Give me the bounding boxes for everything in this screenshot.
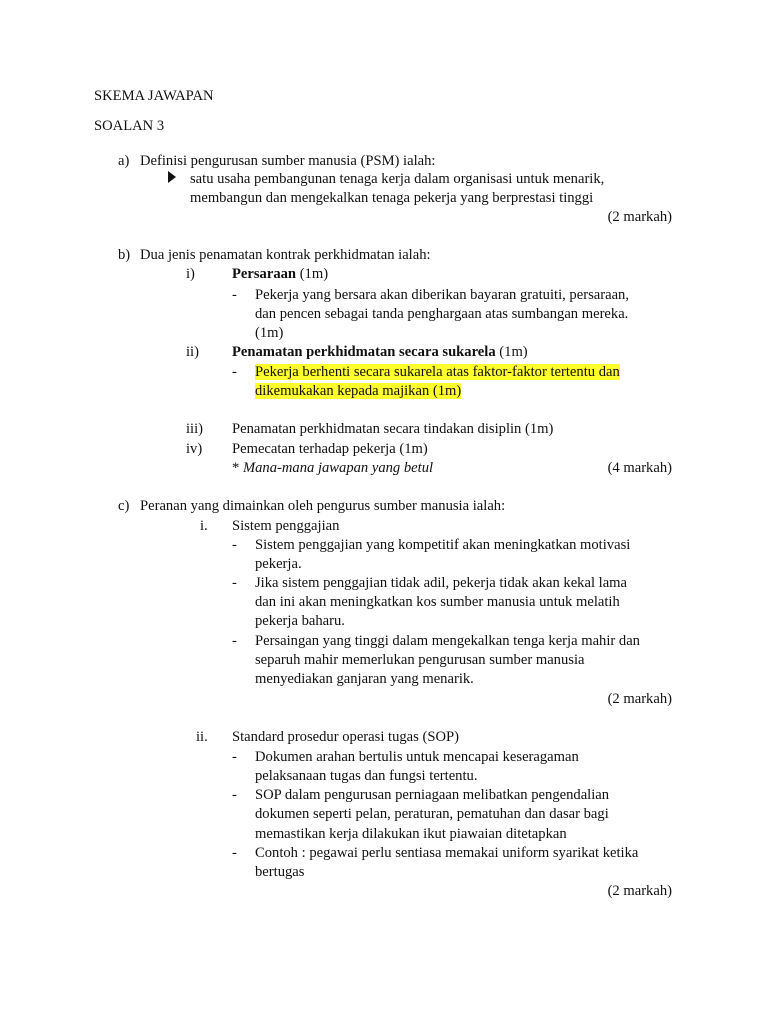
arrow-bullet-icon bbox=[168, 171, 176, 183]
item-text: Pemecatan terhadap pekerja (1m) bbox=[232, 441, 428, 457]
item-detail-line: Pekerja yang bersara akan diberikan bayaran gratuiti, persaraan, bbox=[255, 287, 629, 303]
dash-bullet: - bbox=[232, 845, 237, 861]
part-a-marks: (2 markah) bbox=[607, 209, 672, 225]
section-number: i. bbox=[200, 518, 208, 534]
part-b-marks: (4 markah) bbox=[607, 460, 672, 476]
dash-bullet: - bbox=[232, 364, 237, 380]
section-title: Sistem penggajian bbox=[232, 518, 340, 534]
bullet-line: menyediakan ganjaran yang menarik. bbox=[255, 671, 474, 687]
answer-note bbox=[232, 459, 433, 478]
bullet-line: dokumen seperti pelan, peraturan, pematuhan dan dasar bagi bbox=[255, 806, 609, 822]
item-title bbox=[232, 265, 328, 284]
item-title bbox=[232, 343, 528, 362]
item-title-mark: (1m) bbox=[495, 344, 528, 360]
part-a-question: Definisi pengurusan sumber manusia (PSM) ialah: bbox=[140, 153, 436, 169]
note-star: * bbox=[232, 460, 243, 476]
dash-bullet: - bbox=[232, 537, 237, 553]
highlight-span: dikemukakan kepada majikan (1m) bbox=[255, 383, 462, 399]
dash-bullet: - bbox=[232, 787, 237, 803]
item-text: Penamatan perkhidmatan secara tindakan disiplin (1m) bbox=[232, 421, 554, 437]
item-number: ii) bbox=[186, 344, 199, 360]
bullet-line: pekerja. bbox=[255, 556, 302, 572]
bullet-line: pelaksanaan tugas dan fungsi tertentu. bbox=[255, 768, 478, 784]
item-title-mark: (1m) bbox=[296, 266, 329, 282]
section-title: Standard prosedur operasi tugas (SOP) bbox=[232, 729, 459, 745]
part-a-answer-line: satu usaha pembangunan tenaga kerja dalam organisasi untuk menarik, bbox=[190, 171, 605, 187]
bullet-line: Jika sistem penggajian tidak adil, pekerja tidak akan kekal lama bbox=[255, 575, 628, 591]
part-c-question: Peranan yang dimainkan oleh pengurus sumber manusia ialah: bbox=[140, 498, 506, 514]
item-detail-line: dan pencen sebagai tanda penghargaan atas sumbangan mereka. bbox=[255, 306, 629, 322]
section-number: ii. bbox=[196, 729, 208, 745]
item-detail-line: (1m) bbox=[255, 325, 284, 341]
part-b-question: Dua jenis penamatan kontrak perkhidmatan ialah: bbox=[140, 247, 431, 263]
dash-bullet: - bbox=[232, 633, 237, 649]
section-marks: (2 markah) bbox=[607, 691, 672, 707]
part-a-marker: a) bbox=[118, 153, 130, 169]
dash-bullet: - bbox=[232, 287, 237, 303]
dash-bullet: - bbox=[232, 575, 237, 591]
dash-bullet: - bbox=[232, 749, 237, 765]
bullet-line: Dokumen arahan bertulis untuk mencapai keseragaman bbox=[255, 749, 579, 765]
document-title: SKEMA JAWAPAN bbox=[94, 88, 214, 104]
item-number: iv) bbox=[186, 441, 203, 457]
bullet-line: dan ini akan meningkatkan kos sumber manusia untuk melatih bbox=[255, 594, 620, 610]
bullet-line: memastikan kerja dilakukan ikut piawaian ditetapkan bbox=[255, 826, 567, 842]
note-text: Mana-mana jawapan yang betul bbox=[242, 460, 434, 476]
highlighted-detail-line bbox=[255, 363, 620, 382]
bullet-line: separuh mahir memerlukan pengurusan sumber manusia bbox=[255, 652, 585, 668]
item-title-bold: Persaraan bbox=[232, 266, 297, 282]
highlighted-detail-line bbox=[255, 382, 461, 401]
part-c-marker: c) bbox=[118, 498, 130, 514]
bullet-line: Sistem penggajian yang kompetitif akan meningkatkan motivasi bbox=[255, 537, 631, 553]
item-title-bold: Penamatan perkhidmatan secara sukarela bbox=[232, 344, 496, 360]
bullet-line: bertugas bbox=[255, 864, 305, 880]
bullet-line: SOP dalam pengurusan perniagaan melibatkan pengendalian bbox=[255, 787, 610, 803]
section-marks: (2 markah) bbox=[607, 883, 672, 899]
part-b-marker: b) bbox=[118, 247, 131, 263]
bullet-line: Persaingan yang tinggi dalam mengekalkan tenga kerja mahir dan bbox=[255, 633, 640, 649]
item-number: i) bbox=[186, 266, 195, 282]
part-a-answer-line: membangun dan mengekalkan tenaga pekerja yang berprestasi tinggi bbox=[190, 190, 594, 206]
highlight-span: Pekerja berhenti secara sukarela atas faktor-faktor tertentu dan bbox=[255, 364, 620, 380]
item-number: iii) bbox=[186, 421, 204, 437]
bullet-line: Contoh : pegawai perlu sentiasa memakai uniform syarikat ketika bbox=[255, 845, 639, 861]
question-number: SOALAN 3 bbox=[94, 118, 165, 134]
bullet-line: pekerja baharu. bbox=[255, 613, 345, 629]
